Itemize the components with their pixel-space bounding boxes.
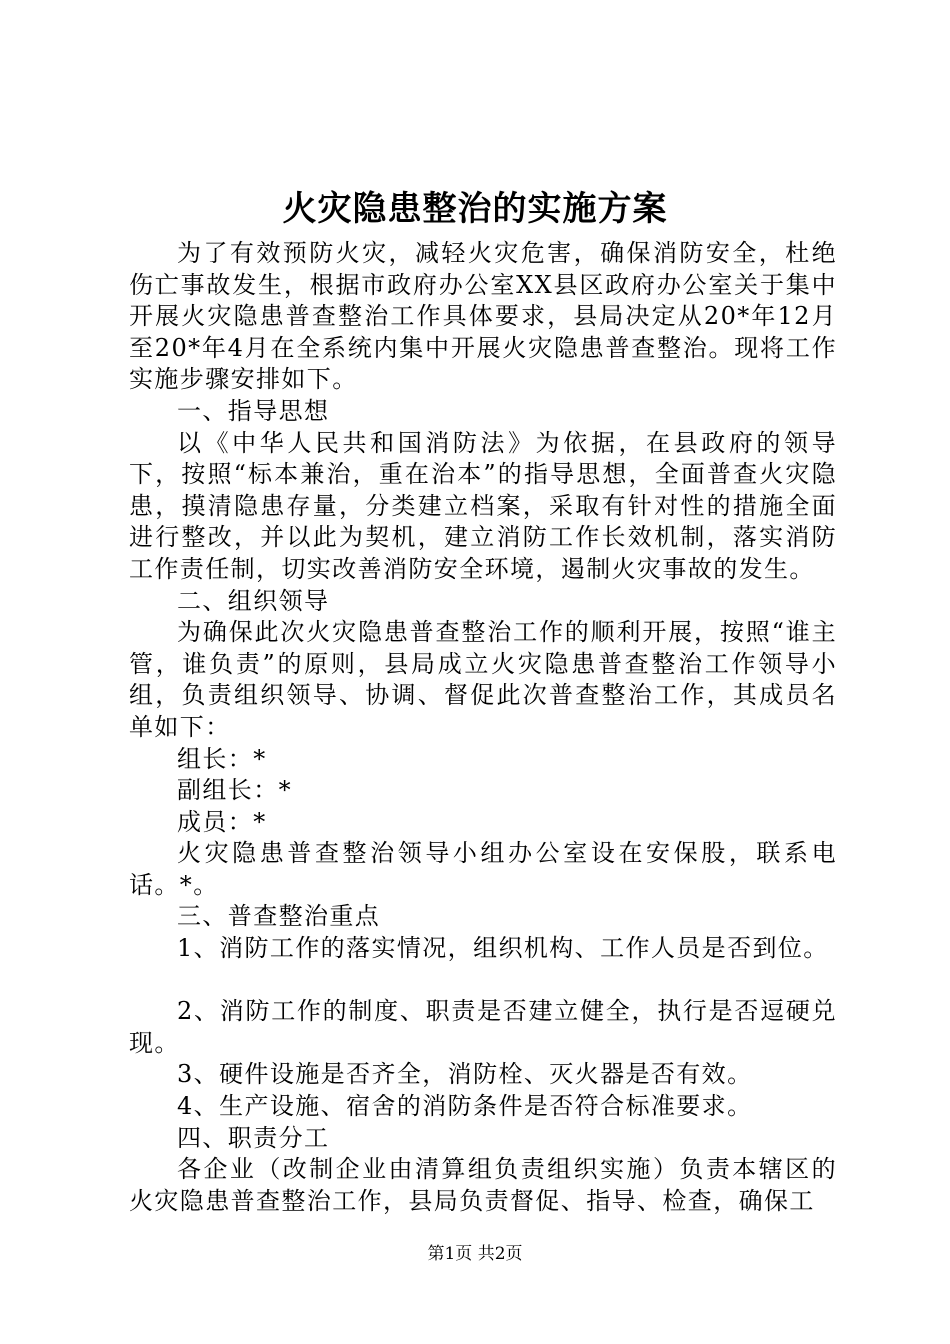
- document-body: [129, 238, 837, 1217]
- guiding-principle-paragraph: 以《中华人民共和国消防法》为依据，在县政府的领导下，按照“标本兼治，重在治本”的指导思想，全面普查火灾隐患，摸清隐患存量，分类建立档案，采取有针对性的措施全面进行整改，并以此为契机，建立消防工作长效机制，落实消防工作责任制，切实改善消防安全环境，遏制火灾事故的发生。: [129, 428, 837, 583]
- section-heading-key-points: 三、普查整治重点: [177, 902, 381, 931]
- responsibilities-paragraph: 各企业（改制企业由清算组负责组织实施）负责本辖区的火灾隐患普查整治工作，县局负责督促、指导、检查，确保工: [129, 1155, 837, 1215]
- member-leader: 组长：*: [177, 744, 267, 773]
- key-point-item: 3、硬件设施是否齐全，消防栓、灭火器是否有效。: [177, 1060, 753, 1089]
- intro-paragraph: 为了有效预防火灾，减轻火灾危害，确保消防安全，杜绝伤亡事故发生，根据市政府办公室XX县区政府办公室关于集中开展火灾隐患普查整治工作具体要求，县局决定从20*年12月至20*年4月在全系统内集中开展火灾隐患普查整治。现将工作实施步骤安排如下。: [129, 239, 837, 394]
- section-heading-guiding-principle: 一、指导思想: [177, 396, 330, 425]
- section-heading-organization: 二、组织领导: [177, 586, 330, 615]
- organization-paragraph: 为确保此次火灾隐患普查整治工作的顺利开展，按照“谁主管，谁负责”的原则，县局成立火灾隐患普查整治工作领导小组，负责组织领导、协调、督促此次普查整治工作，其成员名单如下：: [129, 618, 837, 741]
- key-point-item: 1、消防工作的落实情况，组织机构、工作人员是否到位。: [177, 934, 829, 963]
- key-point-item: 2、消防工作的制度、职责是否建立健全，执行是否逗硬兑现。: [129, 997, 837, 1057]
- key-point-item: 4、生产设施、宿舍的消防条件是否符合标准要求。: [177, 1092, 753, 1121]
- member-deputy-leader: 副组长：*: [177, 776, 292, 805]
- page-footer: 第1页 共2页: [427, 1244, 523, 1264]
- member-members: 成员：*: [177, 807, 267, 836]
- blank-line: [129, 965, 837, 997]
- document-title: 火灾隐患整治的实施方案: [282, 189, 668, 229]
- office-contact-paragraph: 火灾隐患普查整治领导小组办公室设在安保股，联系电话。*。: [129, 839, 837, 899]
- section-heading-responsibilities: 四、职责分工: [177, 1123, 330, 1152]
